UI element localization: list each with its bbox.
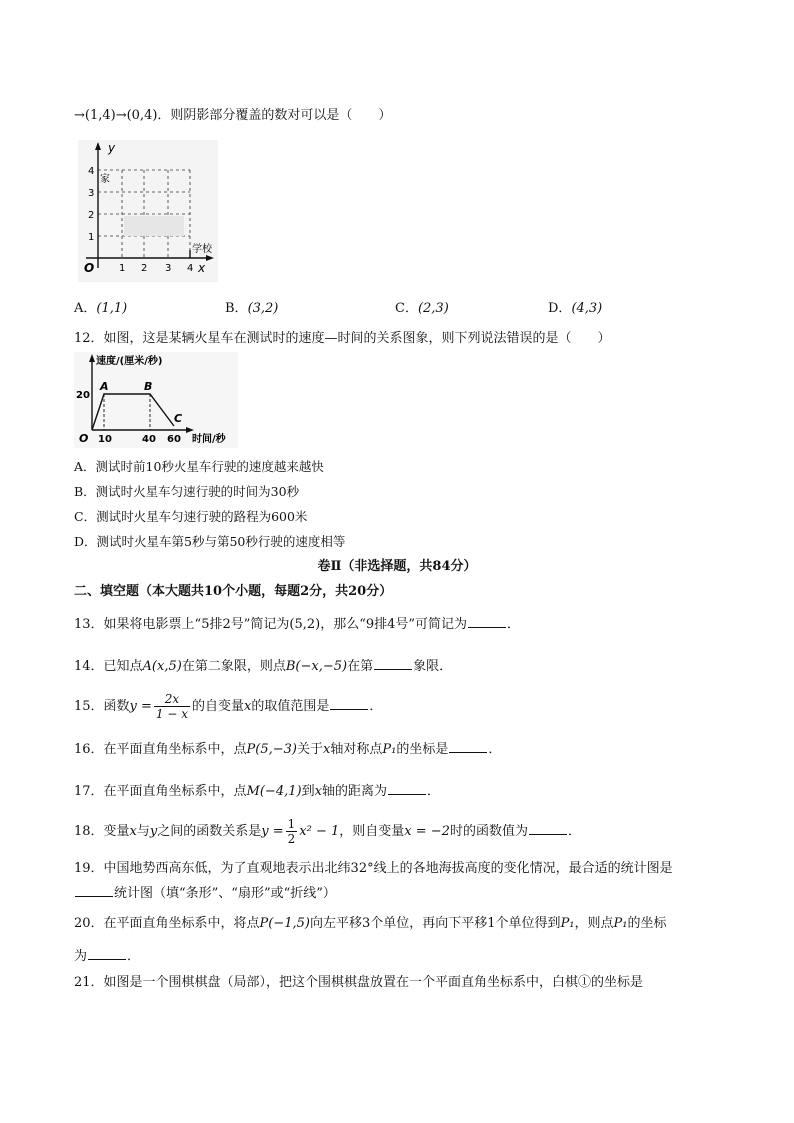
q12-stem: 12．如图，这是某辆火星车在测试时的速度—时间的关系图象，则下列说法错误的是（ ）	[74, 331, 611, 346]
q15: 15．函数y = $\frac{2x}{1 - x}$ 的自变量x的取值范围是 ．	[74, 692, 383, 721]
q11-option-d[interactable]: D．(4,3)	[548, 301, 603, 316]
q20-answer-blank[interactable]	[88, 947, 126, 960]
q11-x-tick: 4	[187, 263, 194, 274]
q13: 13．如果将电影票上“5排2号”简记为(5,2)，那么“9排4号”可简记为 ．	[74, 617, 521, 632]
q18-fraction: $\frac{1}{2}$	[287, 817, 296, 846]
q12-point-c: C	[174, 412, 183, 425]
q12-option-d[interactable]: D．测试时火星车第5秒与第50秒行驶的速度相等	[74, 534, 346, 549]
q17: 17．在平面直角坐标系中，点M(−4,1)到x轴的距离为 ．	[74, 784, 440, 799]
q11-axis-x-label: x	[198, 261, 206, 275]
q15-fraction: $\frac{2x}{1 - x}$	[155, 692, 189, 721]
q11-option-a[interactable]: A．(1,1)	[74, 301, 128, 316]
q11-origin: O	[84, 261, 95, 275]
q11-school-label: 学校	[192, 244, 212, 255]
q12-option-c[interactable]: C．测试时火星车匀速行驶的路程为600米	[74, 509, 308, 524]
q12-speed-time-graph	[74, 352, 238, 448]
q13-answer-blank[interactable]	[468, 615, 506, 628]
q12-axis-x-label: 时间/秒	[192, 434, 226, 445]
q14: 14．已知点A(x,5)在第二象限，则点B(−x,−5)在第 象限．	[74, 659, 453, 674]
q18-answer-blank[interactable]	[529, 822, 567, 835]
q20-line2: 为 ．	[74, 949, 141, 964]
q11-option-c[interactable]: C．(2,3)	[395, 301, 449, 316]
q11-x-tick: 3	[165, 263, 172, 274]
q11-option-b[interactable]: B．(3,2)	[225, 301, 279, 316]
q11-y-tick: 1	[88, 232, 95, 243]
q12-x-tick: 60	[167, 434, 181, 445]
q19-line1: 19．中国地势西高东低，为了直观地表示出北纬32°线上的各地海拔高度的变化情况，最合适的统计图是	[74, 861, 673, 876]
q12-option-b[interactable]: B．测试时火星车匀速行驶的时间为30秒	[74, 484, 300, 499]
q19-line2: 统计图（填“条形”、“扇形”或“折线”）	[74, 884, 336, 903]
q11-grid-graph	[78, 140, 218, 282]
q11-home-label: 家	[100, 174, 110, 185]
part2-title: 二、填空题（本大题共10个小题，每题2分，共20分）	[74, 584, 393, 599]
q11-stem-tail: →(1,4)→(0,4)．则阴影部分覆盖的数对可以是（ ）	[74, 108, 392, 123]
q16-answer-blank[interactable]	[449, 740, 487, 753]
q14-answer-blank[interactable]	[374, 657, 412, 670]
q12-x-tick: 10	[98, 434, 112, 445]
q12-origin: O	[79, 432, 89, 445]
q11-x-tick: 1	[119, 263, 126, 274]
q18: 18．变量x与y之间的函数关系是y = $\frac{1}{2}$ x² − 1，则自变量x = −2时的函数值为 ．	[74, 817, 581, 846]
q12-axis-y-label: 速度/(厘米/秒)	[96, 356, 163, 367]
section-title: 卷Ⅱ（非选择题，共84分）	[317, 559, 477, 574]
q12-x-tick: 40	[142, 434, 156, 445]
q11-axis-y-label: y	[108, 141, 116, 155]
q12-option-a[interactable]: A．测试时前10秒火星车行驶的速度越来越快	[74, 459, 324, 474]
q20-line1: 20．在平面直角坐标系中，将点P(−1,5)向左平移3个单位，再向下平移1个单位得到P₁，则点P₁的坐标	[74, 916, 667, 931]
q21: 21．如图是一个围棋棋盘（局部），把这个围棋棋盘放置在一个平面直角坐标系中，白棋①的坐标是	[74, 975, 644, 990]
q11-y-tick: 4	[88, 166, 95, 177]
q12-point-a: A	[100, 380, 109, 393]
q19-answer-blank[interactable]	[75, 884, 113, 897]
q12-point-b: B	[144, 380, 153, 393]
q15-answer-blank[interactable]	[330, 697, 368, 710]
q12-y-tick: 20	[76, 390, 90, 401]
q11-x-tick: 2	[141, 263, 148, 274]
q11-y-tick: 2	[88, 210, 95, 221]
q11-y-tick: 3	[88, 188, 95, 199]
q16: 16．在平面直角坐标系中，点P(5,−3)关于x轴对称点P₁的坐标是 ．	[74, 742, 502, 757]
q17-answer-blank[interactable]	[388, 782, 426, 795]
